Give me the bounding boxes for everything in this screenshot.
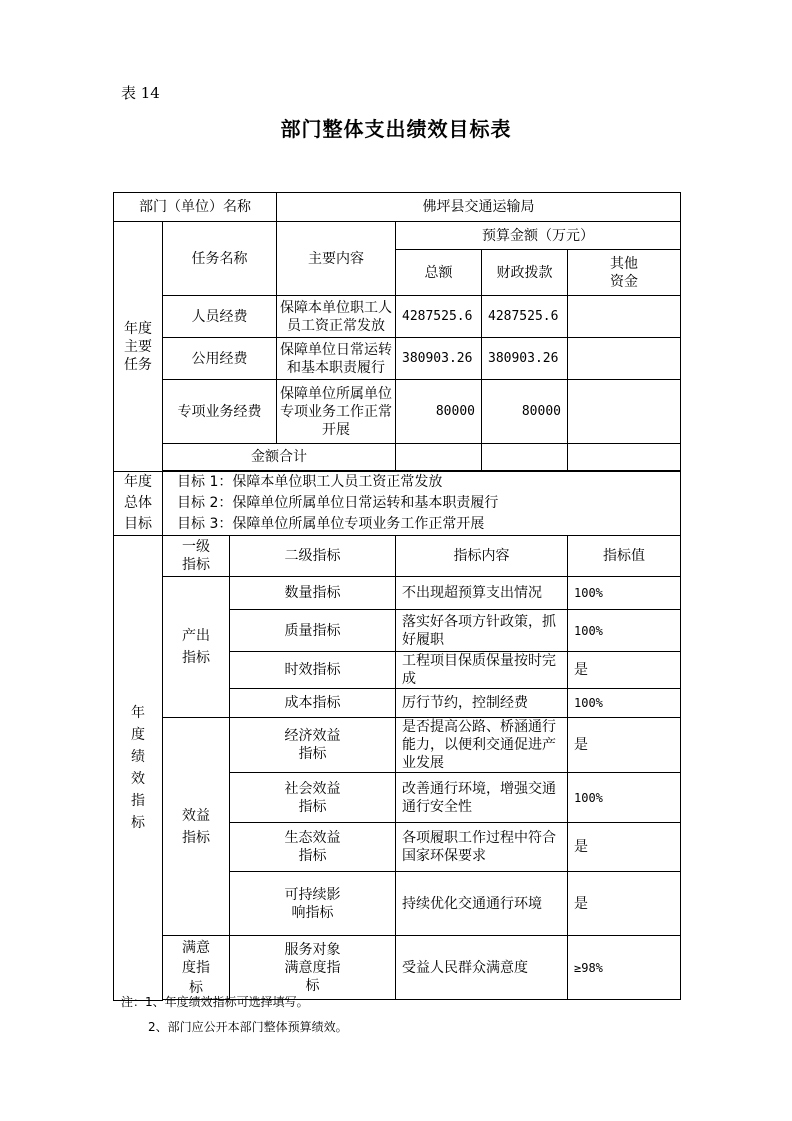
task-other [568,296,681,338]
task-total: 4287525.6 [396,296,482,338]
task-fiscal: 80000 [482,380,568,444]
col-indicator-value: 指标值 [568,536,681,577]
indicator-content: 工程项目保质保量按时完成 [396,652,568,689]
level2-text: 经济效益指标 [284,728,341,762]
task-other [568,380,681,444]
indicator-value: 是 [568,872,681,936]
indicator-content: 改善通行环境，增强交通通行安全性 [396,773,568,823]
level2-text: 服务对象满意度指标 [284,941,341,994]
task-other [568,338,681,380]
col-budget-amount: 预算金额（万元） [396,222,681,250]
col-indicator-content: 指标内容 [396,536,568,577]
task-total: 80000 [396,380,482,444]
level1-output [163,577,230,718]
sum-fiscal [482,444,568,471]
indicator-value: 100% [568,773,681,823]
dept-value: 佛坪县交通运输局 [277,193,681,222]
indicator-content: 持续优化交通通行环境 [396,872,568,936]
indicator-value: 100% [568,689,681,718]
level2-text: 生态效益指标 [284,830,341,864]
task-content: 保障单位日常运转和基本职责履行 [277,338,396,380]
indicators-label-text: 年度绩效指标 [131,704,145,831]
level2-item: 时效指标 [230,652,396,689]
task-name: 专项业务经费 [163,380,277,444]
task-content: 保障单位所属单位专项业务工作正常开展 [277,380,396,444]
performance-goal-table [113,192,681,1001]
level2-item: 成本指标 [230,689,396,718]
annual-tasks-label [114,222,163,472]
indicator-content: 受益人民群众满意度 [396,936,568,1000]
indicators-label [114,536,163,1001]
level2-item [230,773,396,823]
col-task-name: 任务名称 [163,222,277,296]
document-title: 部门整体支出绩效目标表 [280,117,512,141]
col-other-funds [568,250,681,296]
annual-tasks-label-text: 年度主要任务 [124,320,152,373]
level2-item [230,718,396,773]
col-main-content: 主要内容 [277,222,396,296]
indicator-content: 厉行节约，控制经费 [396,689,568,718]
col-total: 总额 [396,250,482,296]
table-number: 表 14 [121,84,160,102]
col-level2: 二级指标 [230,536,396,577]
sum-label: 金额合计 [163,444,396,471]
task-name: 人员经费 [163,296,277,338]
task-total: 380903.26 [396,338,482,380]
indicator-content: 落实好各项方针政策，抓好履职 [396,610,568,652]
task-fiscal: 4287525.6 [482,296,568,338]
level1-output-text: 产出指标 [182,628,210,666]
indicator-value: 是 [568,718,681,773]
level2-text: 社会效益指标 [284,780,341,815]
footnote: 注：1、年度绩效指标可选择填写。 [121,995,309,1009]
indicator-content: 不出现超预算支出情况 [396,577,568,610]
level2-text: 可持续影响指标 [284,886,341,921]
dept-label: 部门（单位）名称 [114,193,277,222]
footnotes [121,990,348,1040]
indicator-content: 是否提高公路、桥涵通行能力，以便利交通促进产业发展 [396,718,568,773]
level2-item: 质量指标 [230,610,396,652]
col-fiscal: 财政拨款 [482,250,568,296]
task-content: 保障本单位职工人员工资正常发放 [277,296,396,338]
task-name: 公用经费 [163,338,277,380]
col-level1 [163,536,230,577]
level2-item [230,872,396,936]
col-other-funds-text: 其他资金 [610,255,638,290]
indicator-content: 各项履职工作过程中符合国家环保要求 [396,823,568,872]
sum-other [568,444,681,471]
overall-goals-content [163,472,681,536]
indicator-value: 是 [568,652,681,689]
sum-total [396,444,482,471]
indicator-value: 100% [568,610,681,652]
level1-benefit [163,718,230,936]
overall-goals-label [114,472,163,536]
col-level1-text: 一级指标 [182,539,210,573]
level2-item [230,823,396,872]
indicator-value: ≥98% [568,936,681,1000]
indicator-value: 100% [568,577,681,610]
level2-item: 数量指标 [230,577,396,610]
goal-item: 目标 2：保障单位所属单位日常运转和基本职责履行 [177,495,499,511]
level1-satisfaction-text: 满意度指标 [182,939,210,996]
task-fiscal: 380903.26 [482,338,568,380]
overall-goals-label-text: 年度总体目标 [124,474,152,532]
goal-item: 目标 1：保障本单位职工人员工资正常发放 [177,474,443,490]
level1-benefit-text: 效益指标 [182,807,210,846]
footnote: 2、部门应公开本部门整体预算绩效。 [148,1020,348,1034]
goal-item: 目标 3：保障单位所属单位专项业务工作正常开展 [177,516,485,532]
indicator-value: 是 [568,823,681,872]
